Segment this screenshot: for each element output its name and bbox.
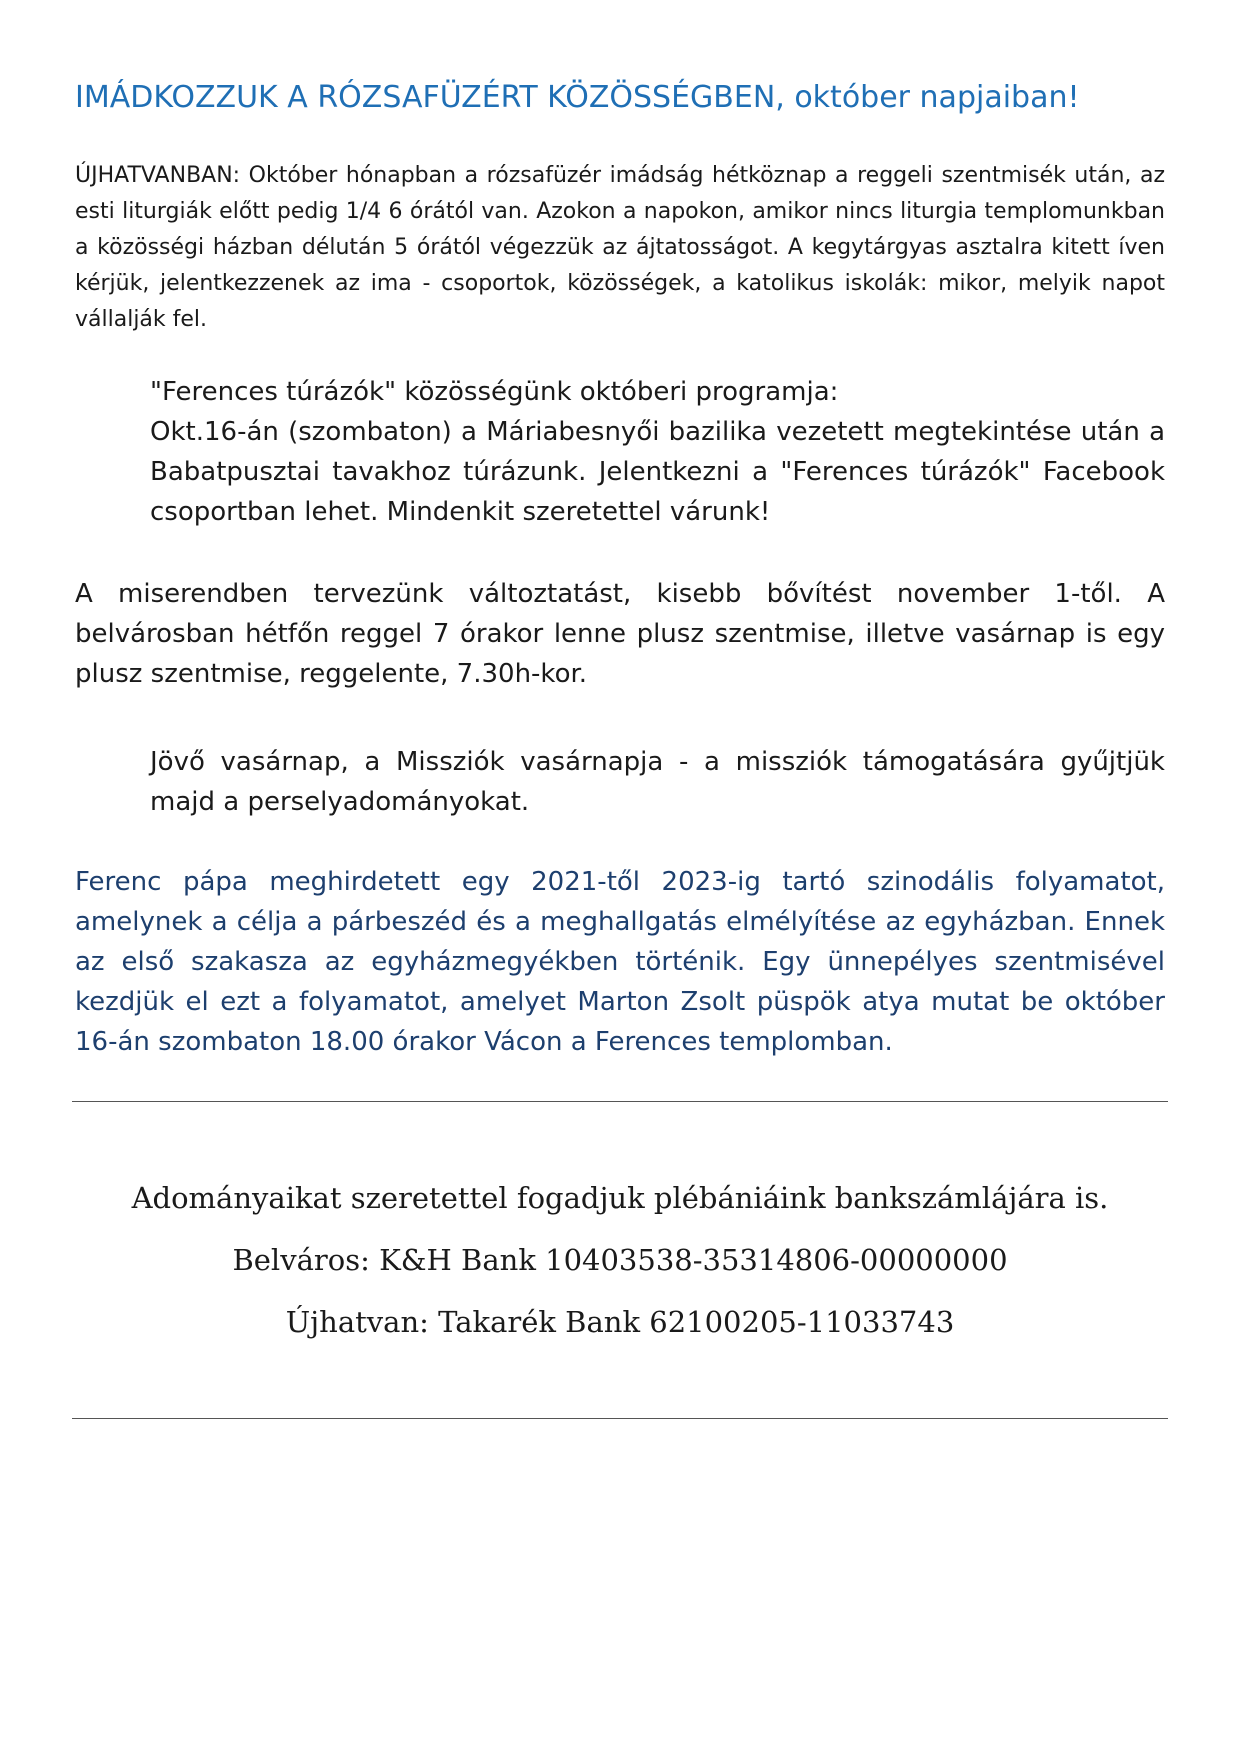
divider-bottom	[72, 1418, 1168, 1419]
mass-schedule-paragraph: A miserendben tervezünk változtatást, kisebb bővítést november 1-től. A belvárosban hétfőn reggel 7 órakor lenne plusz szentmise, illetve vasárnap is egy plusz szentmise, reggelente, 7.30h-kor.	[75, 579, 1165, 689]
hiking-title: "Ferences túrázók" közösségünk októberi programja:	[150, 377, 839, 407]
missions-paragraph: Jövő vasárnap, a Missziók vasárnapja - a missziók támogatására gyűjtjük majd a perselyadományokat.	[150, 747, 1165, 817]
synod-paragraph: Ferenc pápa meghirdetett egy 2021-től 2023-ig tartó szinodális folyamatot, amelynek a célja a párbeszéd és a meghallgatás elmélyítése az egyházban. Ennek az első szakasza az egyházmegyékben történik. Egy ünnepélyes szentmisével kezdjük el ezt a folyamatot, amelyet Marton Zsolt püspök atya mutat be október 16-án szombaton 18.00 órakor Vácon a Ferences templomban.	[75, 867, 1165, 1057]
rosary-paragraph: ÚJHATVANBAN: Október hónapban a rózsafüzér imádság hétköznap a reggeli szentmisék után, az esti liturgiák előtt pedig 1/4 6 órától van. Azokon a napokon, amikor nincs liturgia templomunkban a közösségi házban délután 5 órától végezzük az ájtatosságot. A kegytárgyas asztalra kitett íven kérjük, jelentkezzenek az ima - csoportok, közösségek, a katolikus iskolák: mikor, melyik napot vállalják fel.	[75, 163, 1165, 332]
hiking-section	[150, 372, 1165, 532]
hiking-body: Okt.16-án (szombaton) a Máriabesnyői bazilika vezetett megtekintése után a Babatpusztai tavakhoz túrázunk. Jelentkezni a "Ferences túrázók" Facebook csoportban lehet. Mindenkit szeretettel várunk!	[150, 417, 1165, 527]
donation-ujhatvan-account: Újhatvan: Takarék Bank 62100205-11033743	[285, 1305, 955, 1339]
rosary-heading: IMÁDKOZZUK A RÓZSAFÜZÉRT KÖZÖSSÉGBEN, október napjaiban!	[75, 80, 1080, 115]
donation-belvaros-account: Belváros: K&H Bank 10403538-35314806-00000000	[232, 1243, 1008, 1277]
donation-intro: Adományaikat szeretettel fogadjuk plébániáink bankszámlájára is.	[131, 1181, 1109, 1215]
divider-top	[72, 1101, 1168, 1102]
